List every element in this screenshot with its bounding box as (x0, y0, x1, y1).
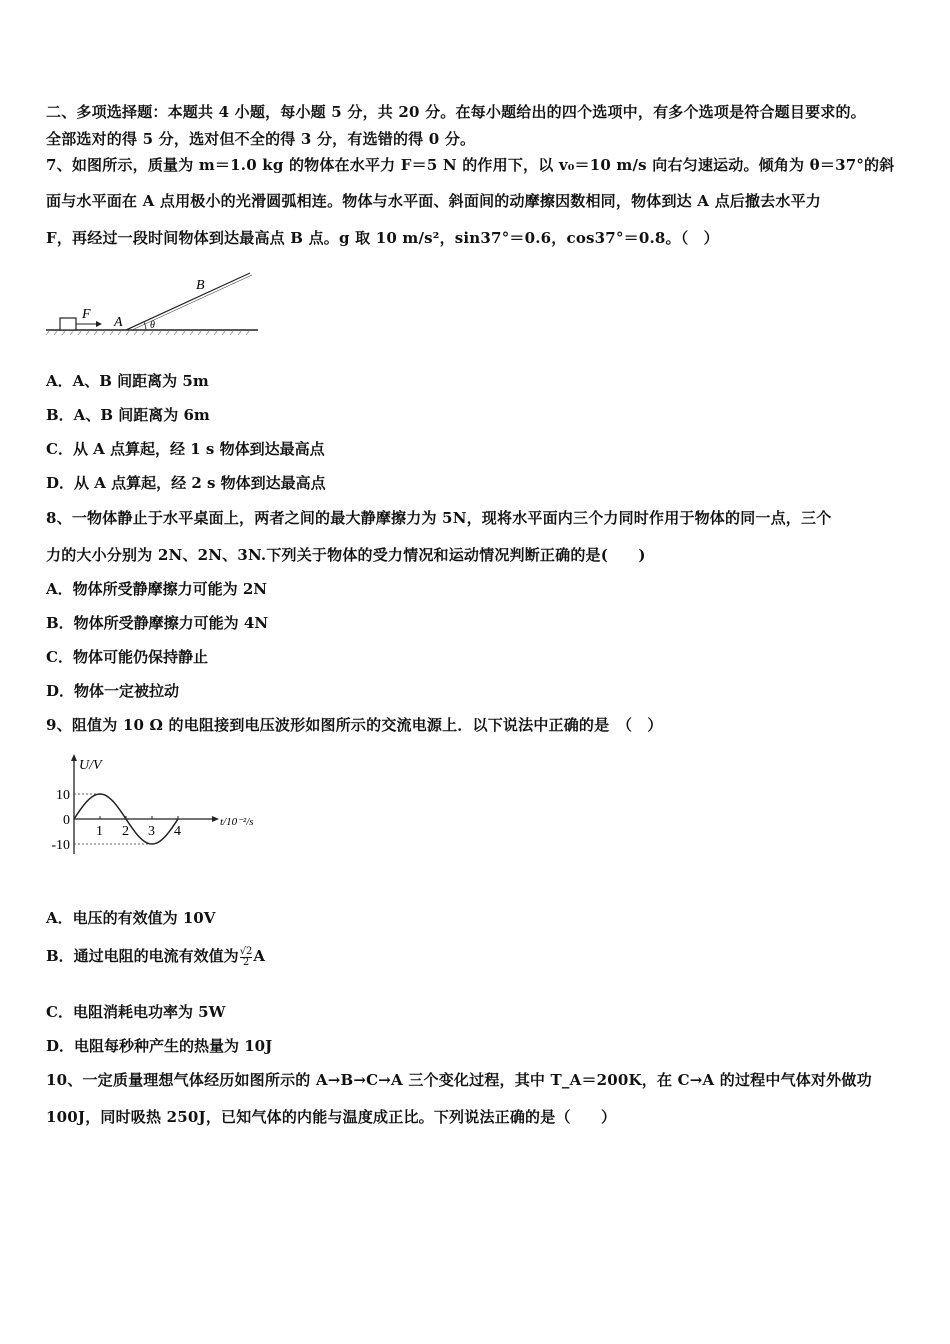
q7-label-theta: θ (150, 320, 155, 331)
q9-voltage-chart (44, 752, 284, 860)
q8-stem-line1: 8、一物体静止于水平桌面上，两者之间的最大静摩擦力为 5N，现将水平面内三个力同时作用于物体的同一点，三个 (46, 509, 832, 527)
q7-incline-figure (44, 268, 264, 340)
q7-stem-line1: 7、如图所示，质量为 m＝1.0 kg 的物体在水平力 F＝5 N 的作用下，以 v₀＝10 m/s 向右匀速运动。倾角为 θ＝37°的斜 (46, 156, 895, 174)
q8-stem-line2: 力的大小分别为 2N、2N、3N.下列关于物体的受力情况和运动情况判断正确的是( ) (46, 546, 646, 564)
q7-option-d: D．从 A 点算起，经 2 s 物体到达最高点 (46, 474, 326, 492)
q8-option-d: D．物体一定被拉动 (46, 682, 180, 700)
q9-option-c: C．电阻消耗电功率为 5W (46, 1003, 226, 1021)
q7-option-c: C．从 A 点算起，经 1 s 物体到达最高点 (46, 440, 325, 458)
q7-option-b: B．A、B 间距离为 6m (46, 406, 210, 424)
q9-x-tick-label: 4 (174, 824, 181, 839)
q9-y-arrow (71, 754, 77, 761)
q8-option-c: C．物体可能仍保持静止 (46, 648, 208, 666)
q10-stem-line2: 100J，同时吸热 250J，已知气体的内能与温度成正比。下列说法正确的是（ ） (46, 1108, 617, 1126)
section-header-line2: 全部选对的得 5 分，选对但不全的得 3 分，有选错的得 0 分。 (46, 130, 476, 148)
fraction-denominator: 2 (242, 956, 250, 968)
q9-y-axis-label: U/V (79, 758, 102, 773)
q9-option-b (46, 945, 265, 968)
q7-option-a: A．A、B 间距离为 5m (46, 372, 209, 390)
q8-option-b: B．物体所受静摩擦力可能为 4N (46, 614, 269, 632)
q9-y-tick-label: -10 (51, 838, 70, 853)
q9-option-b-text: B．通过电阻的电流有效值为 (46, 947, 239, 965)
q9-x-tick-label: 2 (122, 824, 129, 839)
q7-label-F: F (82, 307, 91, 322)
q9-x-tick-label: 3 (148, 824, 155, 839)
q9-stem: 9、阻值为 10 Ω 的电阻接到电压波形如图所示的交流电源上．以下说法中正确的是 （ ） (46, 716, 663, 734)
q10-stem-line1: 10、一定质量理想气体经历如图所示的 A→B→C→A 三个变化过程，其中 T_A＝200K，在 C→A 的过程中气体对外做功 (46, 1071, 872, 1089)
q9-y-tick-label: 0 (63, 813, 70, 828)
q9-x-arrow (212, 816, 219, 822)
q9-option-d: D．电阻每秒种产生的热量为 10J (46, 1037, 273, 1055)
q7-label-B: B (196, 278, 205, 293)
q9-option-b-unit: A (253, 947, 266, 965)
q9-option-a: A．电压的有效值为 10V (46, 909, 216, 927)
q8-option-a: A．物体所受静摩擦力可能为 2N (46, 580, 268, 598)
q9-x-tick-label: 1 (96, 824, 103, 839)
q7-label-A: A (114, 315, 123, 330)
q9-option-b-fraction (240, 947, 253, 968)
q7-stem-line3: F，再经过一段时间物体到达最高点 B 点。g 取 10 m/s²，sin37°＝0.6，cos37°＝0.8。（ ） (46, 229, 719, 247)
q9-x-axis-label: t/10⁻²/s (220, 816, 254, 828)
q9-y-tick-label: 10 (56, 788, 70, 803)
fraction-numerator: √2 (239, 945, 253, 957)
section-header-line1: 二、多项选择题：本题共 4 小题，每小题 5 分，共 20 分。在每小题给出的四个选项中，有多个选项是符合题目要求的。 (46, 103, 866, 121)
q7-stem-line2: 面与水平面在 A 点用极小的光滑圆弧相连。物体与水平面、斜面间的动摩擦因数相同，物体到达 A 点后撤去水平力 (46, 192, 821, 210)
